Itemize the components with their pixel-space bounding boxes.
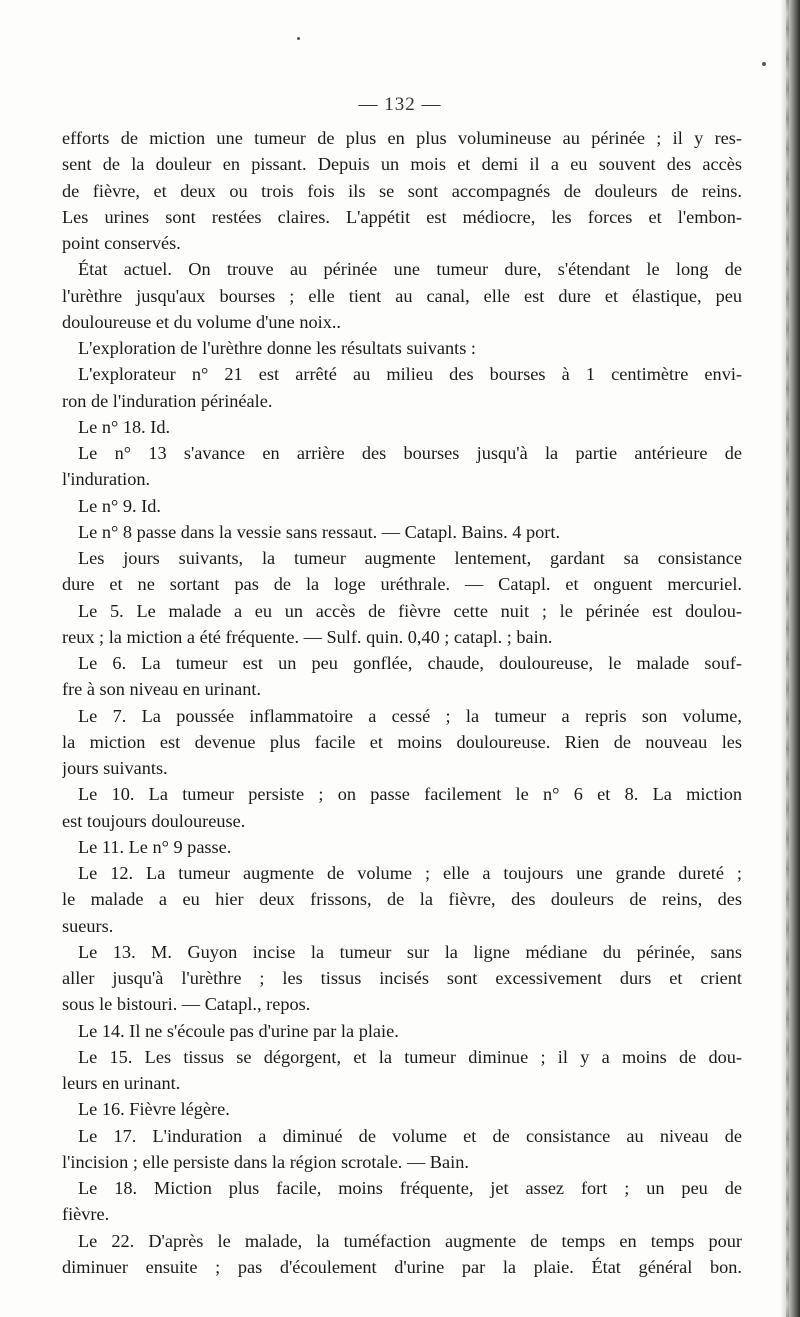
text-line: Le n° 13 s'avance en arrière des bourses jusqu'à la partie antérieure de (78, 443, 742, 463)
text-line: sent de la douleur en pissant. Depuis un mois et demi il a eu souvent des accès (62, 154, 742, 175)
text-line: Le 22. D'après le malade, la tuméfaction augmente de temps en temps pour (78, 1230, 742, 1251)
text-line: sous le bistouri. — Catapl., repos. (62, 994, 311, 1015)
text-line: Le 14. Il ne s'écoule pas d'urine par la plaie. (78, 1020, 399, 1041)
text-line: sueurs. (62, 915, 114, 936)
document-body (62, 125, 742, 1280)
text-line: l'incision ; elle persiste dans la région scrotale. — Bain. (62, 1151, 469, 1172)
text-line: Le 16. Fièvre légère. (78, 1099, 230, 1120)
text-line: Le 5. Le malade a eu un accès de fièvre cette nuit ; le périnée est doulou- (78, 600, 742, 621)
text-line: l'induration. (62, 469, 151, 490)
text-line: Le 15. Les tissus se dégorgent, et la tumeur diminue ; il y a moins de dou- (78, 1046, 742, 1067)
text-line: efforts de miction une tumeur de plus en plus volumineuse au périnée ; il y res- (62, 128, 742, 148)
text-line: Le 13. M. Guyon incise la tumeur sur la ligne médiane du périnée, sans (78, 941, 742, 962)
text-line: reux ; la miction a été fréquente. — Sulf. quin. 0,40 ; catapl. ; bain. (62, 626, 553, 647)
text-line: ron de l'induration périnéale. (62, 390, 273, 411)
text-line: Le 18. Miction plus facile, moins fréquente, jet assez fort ; un peu de (78, 1178, 742, 1198)
dust-speck (297, 37, 300, 40)
text-line: fre à son niveau en urinant. (62, 679, 261, 700)
text-line: jours suivants. (62, 758, 168, 778)
text-line: diminuer ensuite ; pas d'écoulement d'urine par la plaie. État général bon. (62, 1256, 742, 1277)
text-line: l'urèthre jusqu'aux bourses ; elle tient au canal, elle est dure et élastique, peu (62, 285, 742, 306)
text-line: Le 6. La tumeur est un peu gonflée, chaude, douloureuse, le malade souf- (78, 653, 742, 673)
text-line: fièvre. (62, 1204, 110, 1225)
text-line: de fièvre, et deux ou trois fois ils se sont accompagnés de douleurs de reins. (62, 180, 742, 201)
text-line: Les urines sont restées claires. L'appétit est médiocre, les forces et l'embon- (62, 206, 742, 227)
text-line: dure et ne sortant pas de la loge uréthrale. — Catapl. et onguent mercuriel. (62, 574, 742, 595)
text-line: Le n° 18. Id. (78, 416, 171, 437)
dust-speck (762, 62, 766, 66)
text-line: Le 7. La poussée inflammatoire a cessé ; la tumeur a repris son volume, (78, 705, 742, 726)
text-line: point conservés. (62, 233, 181, 253)
text-line: le malade a eu hier deux frissons, de la fièvre, des douleurs de reins, des (62, 889, 742, 910)
text-line: douloureuse et du volume d'une noix.. (62, 311, 341, 332)
text-line: Le n° 9. Id. (78, 495, 161, 516)
text-line: L'explorateur n° 21 est arrêté au milieu des bourses à 1 centimètre envi- (78, 364, 742, 385)
text-line: L'exploration de l'urèthre donne les résultats suivants : (78, 338, 477, 358)
text-line: leurs en urinant. (62, 1073, 181, 1093)
text-line: Le 10. La tumeur persiste ; on passe facilement le n° 6 et 8. La miction (78, 784, 742, 805)
page-edge-shadow (780, 0, 800, 1317)
text-line: Les jours suivants, la tumeur augmente lentement, gardant sa consistance (78, 548, 742, 568)
text-line: Le 11. Le n° 9 passe. (78, 836, 232, 857)
page-number: — 132 — (358, 94, 442, 115)
text-line: Le 17. L'induration a diminué de volume et de consistance au niveau de (78, 1125, 742, 1146)
text-line: Le n° 8 passe dans la vessie sans ressaut. — Catapl. Bains. 4 port. (78, 521, 561, 542)
text-line: Le 12. La tumeur augmente de volume ; elle a toujours une grande dureté ; (78, 863, 742, 883)
text-line: État actuel. On trouve au périnée une tumeur dure, s'étendant le long de (78, 259, 742, 280)
text-line: est toujours douloureuse. (62, 810, 246, 831)
text-line: aller jusqu'à l'urèthre ; les tissus incisés sont excessivement durs et crient (62, 968, 742, 988)
text-line: la miction est devenue plus facile et moins douloureuse. Rien de nouveau les (62, 731, 742, 752)
